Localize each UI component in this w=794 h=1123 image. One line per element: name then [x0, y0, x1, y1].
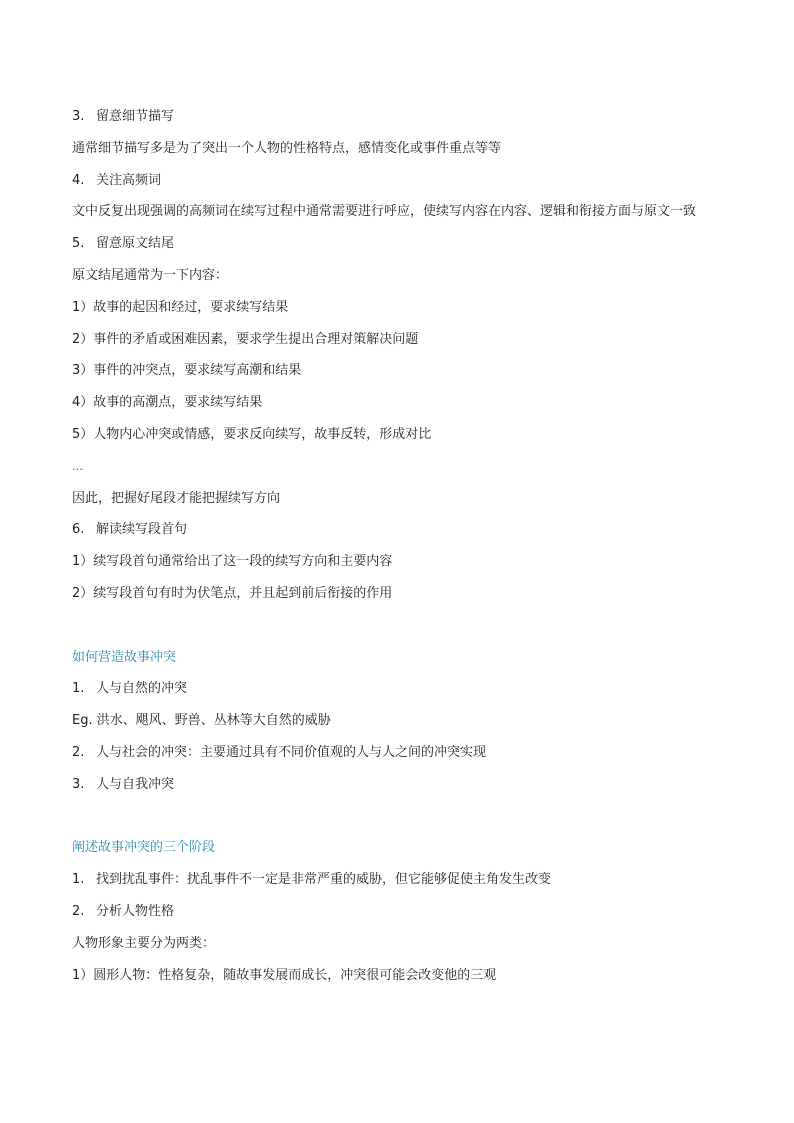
section-heading: 阐述故事冲突的三个阶段: [72, 840, 216, 856]
paragraph: 通常细节描写多是为了突出一个人物的性格特点，感情变化或事件重点等等: [72, 140, 502, 156]
list-item: 2）事件的矛盾或困难因素，要求学生提出合理对策解决问题: [72, 331, 419, 347]
list-number: 4.: [72, 172, 85, 188]
list-title: 关注高频词: [96, 172, 162, 188]
list-title: 解读续写段首句: [96, 522, 188, 538]
list-title: 人与社会的冲突：主要通过具有不同价值观的人与人之间的冲突实现: [96, 744, 487, 760]
list-item: 2）续写段首句有时为伏笔点，并且起到前后衔接的作用: [72, 585, 393, 601]
paragraph: 文中反复出现强调的高频词在续写过程中通常需要进行呼应，使续写内容在内容、逻辑和衔接方面与原文一致: [72, 204, 697, 220]
paragraph: 原文结尾通常为一下内容：: [72, 267, 229, 283]
list-title: 分析人物性格: [96, 903, 175, 919]
list-item-3: [72, 769, 732, 801]
paragraph: 因此，把握好尾段才能把握续写方向: [72, 490, 281, 506]
list-number: 1.: [72, 681, 85, 697]
list-title: 人与自然的冲突: [96, 681, 188, 697]
list-number: 2.: [72, 903, 85, 919]
list-item-2: [72, 737, 732, 769]
list-item-5: [72, 228, 732, 260]
section-heading: 如何营造故事冲突: [72, 649, 177, 665]
spacer: [72, 610, 732, 642]
list-item-3: [72, 101, 732, 133]
list-item-6: [72, 514, 732, 546]
list-title: 找到扰乱事件：扰乱事件不一定是非常严重的威胁，但它能够促使主角发生改变: [96, 872, 552, 888]
list-number: 5.: [72, 236, 85, 252]
list-item-1: [72, 673, 732, 705]
list-number: 3.: [72, 776, 85, 792]
list-item: 1）故事的起因和经过，要求续写结果: [72, 299, 289, 315]
example-line: Eg. 洪水、飓风、野兽、丛林等大自然的威胁: [72, 713, 331, 729]
list-number: 3.: [72, 109, 85, 124]
list-number: 1.: [72, 872, 85, 888]
list-title: 留意细节描写: [96, 109, 175, 124]
spacer: [72, 801, 732, 833]
list-item: 1）续写段首句通常给出了这一段的续写方向和主要内容: [72, 554, 393, 570]
list-item-1: [72, 864, 732, 896]
document-content: [72, 101, 732, 991]
list-item: 4）故事的高潮点，要求续写结果: [72, 395, 263, 411]
list-item: 5）人物内心冲突或情感，要求反向续写，故事反转，形成对比: [72, 426, 432, 442]
list-item-4: [72, 165, 732, 197]
list-title: 人与自我冲突: [96, 776, 175, 792]
paragraph: 人物形象主要分为两类：: [72, 935, 216, 951]
list-title: 留意原文结尾: [96, 236, 175, 252]
list-number: 6.: [72, 522, 85, 538]
list-item-2: [72, 896, 732, 928]
list-item: 3）事件的冲突点，要求续写高潮和结果: [72, 363, 302, 379]
ellipsis: …: [72, 459, 83, 473]
list-item: 1）圆形人物：性格复杂，随故事发展而成长，冲突很可能会改变他的三观: [72, 967, 497, 983]
list-number: 2.: [72, 744, 85, 760]
